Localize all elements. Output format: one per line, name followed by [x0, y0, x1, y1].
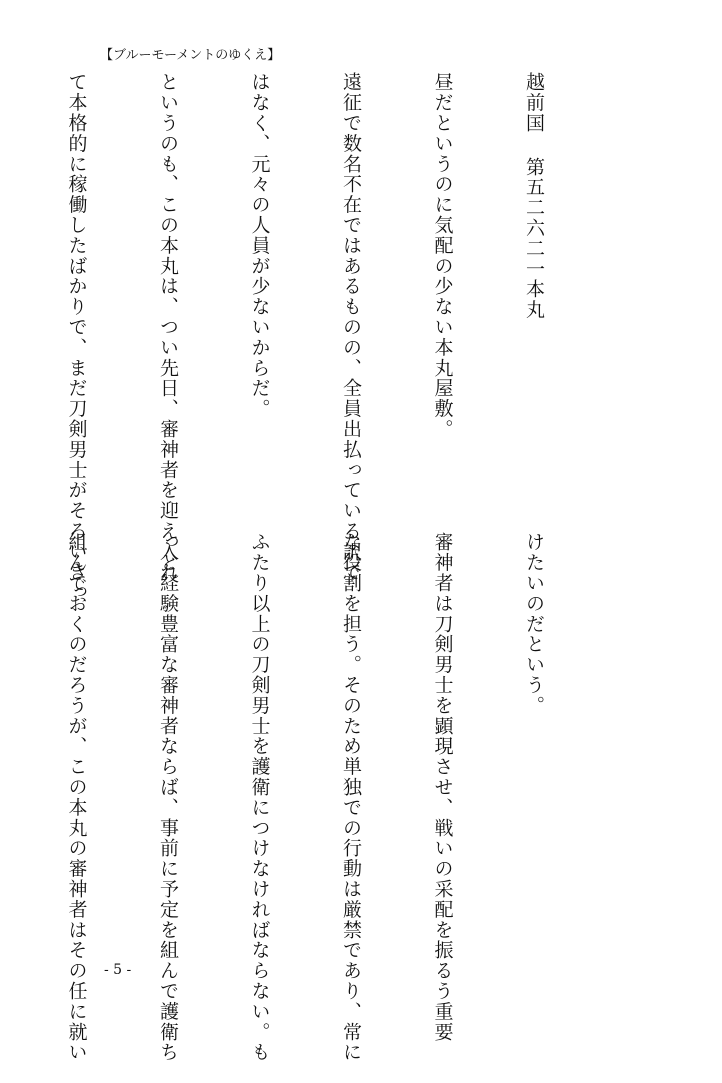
document-title: 【ブルーモーメントのゆくえ】 — [100, 48, 281, 63]
text-column: けたいのだという。 — [523, 532, 545, 716]
page-number: - 5 - — [104, 962, 132, 978]
text-column: 遠征で数名不在ではあるものの、全員出払っている訳で — [340, 72, 362, 582]
text-column: 越前国 第五二六二一本丸 — [523, 72, 545, 320]
text-block-upper — [0, 72, 610, 603]
text-column: ふたり以上の刀剣男士を護衛につけなければならない。も — [248, 532, 271, 1063]
text-column: というのも、この本丸は、つい先日、審神者を迎え入れ — [157, 72, 179, 582]
text-column: 昼だというのに気配の少ない本丸屋敷。 — [431, 72, 454, 440]
text-block-lower — [0, 532, 610, 1063]
text-column: な役割を担う。そのため単独での行動は厳禁であり、常に — [340, 532, 362, 1063]
text-column: っと経験豊富な審神者ならば、事前に予定を組んで護衛ち — [157, 532, 179, 1063]
text-column: 組んでおくのだろうが、この本丸の審神者はその任に就い — [65, 532, 88, 1063]
text-column: て本格的に稼働したばかりで、まだ刀剣男士がそろいきっ — [65, 72, 88, 603]
text-column: 審神者は刀剣男士を顕現させ、戦いの采配を振るう重要 — [431, 532, 454, 1042]
text-column: はなく、元々の人員が少ないからだ。 — [248, 72, 271, 419]
